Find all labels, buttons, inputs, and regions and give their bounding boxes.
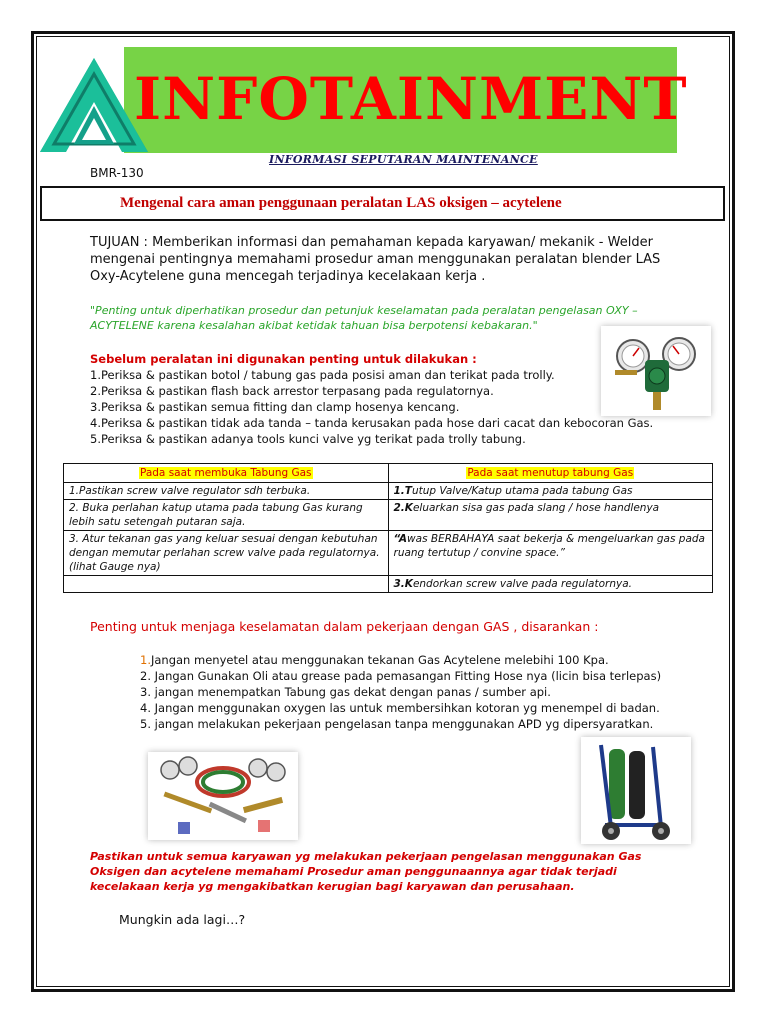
- banner-title: INFOTAINMENT: [134, 65, 688, 133]
- list-item: 4. Jangan menggunakan oxygen las untuk membersihkan kotoran yg menempel di badan.: [140, 701, 660, 715]
- list-item: 3. jangan menempatkan Tabung gas dekat dengan panas / sumber api.: [140, 685, 551, 699]
- closing-question: Mungkin ada lagi…?: [119, 912, 246, 927]
- safety-quote: "Penting untuk diperhatikan prosedur dan petunjuk keselamatan pada peralatan pengelasan OXY – ACYTELENE karena kesalahan akibat ketidak tahuan bisa berpotensi kebakaran.": [90, 304, 638, 332]
- gas-trolley-photo: [581, 737, 691, 844]
- list-item: 3.Periksa & pastikan semua fitting dan clamp hosenya kencang.: [90, 400, 460, 414]
- topic-heading: Mengenal cara aman penggunaan peralatan LAS oksigen – acytelene: [120, 195, 562, 211]
- column-header-close: Pada saat menutup tabung Gas: [388, 464, 713, 483]
- table-cell: 2. Buka perlahan katup utama pada tabung Gas kurang lebih satu setengah putaran saja.: [64, 500, 389, 531]
- list-item: 2. Jangan Gunakan Oli atau grease pada pemasangan Fitting Hose nya (licin bisa terlepas): [140, 669, 662, 683]
- welding-tools-photo: [148, 752, 298, 840]
- table-row: [64, 500, 713, 531]
- list-item: 5.Periksa & pastikan adanya tools kunci valve yg terikat pada trolly tabung.: [90, 432, 526, 446]
- list-item: 4.Periksa & pastikan tidak ada tanda – tanda kerusakan pada hose dari cacat dan kebocoran Gas.: [90, 416, 654, 430]
- list-item: 5. jangan melakukan pekerjaan pengelasan tanpa menggunakan APD yg dipersyaratkan.: [140, 717, 654, 731]
- table-row: [64, 531, 713, 576]
- column-header-open: Pada saat membuka Tabung Gas: [64, 464, 389, 483]
- list-item: 2.Periksa & pastikan flash back arrestor terpasang pada regulatornya.: [90, 384, 494, 398]
- table-row: [64, 576, 713, 593]
- procedure-table: [63, 463, 713, 593]
- safety-heading: Penting untuk menjaga keselamatan dalam pekerjaan dengan GAS , disarankan :: [90, 619, 599, 634]
- subtitle: INFORMASI SEPUTARAN MAINTENANCE: [269, 153, 538, 166]
- table-cell: 3. Atur tekanan gas yang keluar sesuai dengan kebutuhan dengan memutar perlahan screw valve pada regulatornya.(lihat Gauge nya): [64, 531, 389, 576]
- before-use-list: [90, 367, 653, 447]
- table-cell: “Awas BERBAHAYA saat bekerja & mengeluarkan gas pada ruang tertutup / convine space.”: [388, 531, 713, 576]
- table-header-row: [64, 464, 713, 483]
- table-cell: 1.Tutup Valve/Katup utama pada tabung Gas: [388, 483, 713, 500]
- table-cell: 2.Keluarkan sisa gas pada slang / hose handlenya: [388, 500, 713, 531]
- table-cell: [64, 576, 389, 593]
- table-row: [64, 483, 713, 500]
- table-cell: 3.Kendorkan screw valve pada regulatornya.: [388, 576, 713, 593]
- list-item: 1.Jangan menyetel atau menggunakan tekanan Gas Acytelene melebihi 100 Kpa.: [140, 653, 609, 667]
- closing-statement: Pastikan untuk semua karyawan yg melakukan pekerjaan pengelasan menggunakan Gas Oksigen dan acytelene memahami Prosedur aman penggunaannya agar tidak terjadi kecelakaan kerja yg mengakibatkan kerugian bagi karyawan dan perusahaan.: [90, 850, 642, 893]
- list-item: 1.Periksa & pastikan botol / tabung gas pada posisi aman dan terikat pada trolly.: [90, 368, 555, 382]
- safety-list: [140, 652, 661, 732]
- regulator-photo: [601, 326, 711, 416]
- before-use-heading: Sebelum peralatan ini digunakan penting untuk dilakukan :: [90, 352, 477, 366]
- objective-text: TUJUAN : Memberikan informasi dan pemahaman kepada karyawan/ mekanik - Welder mengenai pentingnya memahami prosedur aman menggunakan peralatan blender LAS Oxy-Acytelene guna mencegah terjadinya kecelakaan kerja .: [90, 235, 661, 284]
- document-code: BMR-130: [90, 166, 144, 180]
- table-cell: 1.Pastikan screw valve regulator sdh terbuka.: [64, 483, 389, 500]
